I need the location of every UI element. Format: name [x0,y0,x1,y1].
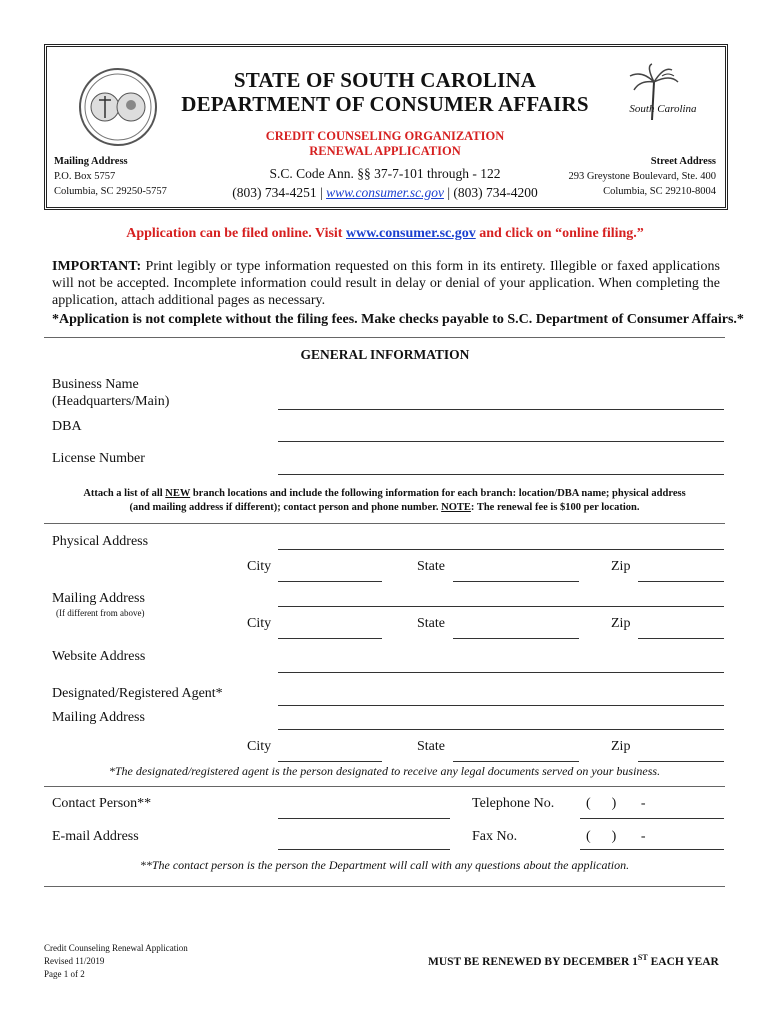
footer-line2: Revised 11/2019 [44,956,105,966]
dba-field[interactable] [278,441,724,442]
street-line1: 293 Greystone Boulevard, Ste. 400 [568,171,716,182]
fax-mask: ( ) - [586,829,646,844]
footer-info [44,942,188,981]
contact-note: **The contact person is the person the Department will call with any questions about the application. [139,858,630,872]
city-label: City [247,616,272,631]
fax-field[interactable] [580,849,724,850]
phone2: | (803) 734-4200 [443,185,538,200]
code-contact-block [180,164,590,202]
online-filing-link[interactable]: www.consumer.sc.gov [345,226,476,241]
branch-note-3: (and mailing address if different); contact person and phone number. [129,502,442,513]
license-field[interactable] [278,474,724,475]
state-label: State [417,739,445,754]
telephone-field[interactable] [580,818,724,819]
state-label: State [417,616,445,631]
branch-note-label: NOTE [441,502,471,513]
mailing-line2: Columbia, SC 29250-5757 [54,186,167,197]
website-label: Website Address [52,649,146,664]
online-prefix: Application can be filed online. Visit [126,226,346,241]
agent-zip-field[interactable] [638,761,724,762]
subtitle-line1: CREDIT COUNSELING ORGANIZATION [265,129,505,143]
if-different-label: (If different from above) [56,608,145,618]
branch-note-line1 [44,487,725,501]
renewal-deadline [428,953,719,968]
agent-mailing-label: Mailing Address [52,710,145,725]
fees-notice: *Application is not complete without the filing fees. Make checks payable to S.C. Department of Consumer Affairs.* [52,312,744,327]
agent-city-field[interactable] [278,761,382,762]
business-name-label: Business Name [52,377,139,392]
footer-line1: Credit Counseling Renewal Application [44,943,188,953]
zip-label: Zip [611,559,631,574]
statute-code: S.C. Code Ann. §§ 37-7-101 through - 122 [269,166,501,181]
footer-line3: Page 1 of 2 [44,969,85,979]
dba-label: DBA [52,419,82,434]
phone1: (803) 734-4251 | [232,185,327,200]
agent-mailing-field[interactable] [278,729,724,730]
branch-note [44,487,725,515]
online-notice [0,226,770,242]
mailing-city-field[interactable] [278,638,382,639]
subtitle-line2: RENEWAL APPLICATION [309,144,461,158]
agent-label: Designated/Registered Agent* [52,686,223,701]
branch-note-line2 [44,501,725,515]
zip-label: Zip [611,616,631,631]
online-suffix: and click on “online filing.” [475,226,644,241]
state-label: State [417,559,445,574]
hq-label: (Headquarters/Main) [52,394,170,409]
branch-note-2: branch locations and include the following information for each branch: location/DBA name; physical address [190,488,686,499]
telephone-mask: ( ) - [586,796,646,811]
website-field[interactable] [278,672,724,673]
divider [44,523,725,524]
telephone-label: Telephone No. [472,796,555,811]
city-label: City [247,559,272,574]
form-subtitle [180,129,590,159]
physical-city-field[interactable] [278,581,382,582]
email-field[interactable] [278,849,450,850]
title-line1: STATE OF SOUTH CAROLINA [233,68,537,92]
mailing-address-field[interactable] [278,606,724,607]
renew-suffix: EACH YEAR [647,955,719,968]
mailing-label: Mailing Address [54,156,128,167]
agent-state-field[interactable] [453,761,579,762]
zip-label: Zip [611,739,631,754]
city-label: City [247,739,272,754]
mailing-address-block [54,154,167,199]
important-text: Print legibly or type information requested on this form in its entirety. Illegible or faxed applications will not be accepted. Incomplete information could result in delay or denial of your application. When completing the application, attach additional pages as necessary. [52,259,720,308]
renew-sup: ST [637,953,648,962]
important-paragraph [52,258,720,309]
contact-field[interactable] [278,818,450,819]
divider [44,786,725,787]
street-line2: Columbia, SC 29210-8004 [603,186,716,197]
license-label: License Number [52,451,145,466]
contact-label: Contact Person** [52,796,152,811]
phone-line [180,183,590,202]
street-label: Street Address [650,156,716,167]
physical-address-label: Physical Address [52,534,149,549]
branch-note-4: : The renewal fee is $100 per location. [470,502,640,513]
fax-label: Fax No. [472,829,518,844]
mailing-state-field[interactable] [453,638,579,639]
branch-note-new: NEW [165,488,191,499]
mailing-zip-field[interactable] [638,638,724,639]
physical-address-field[interactable] [278,549,724,550]
agent-field[interactable] [278,705,724,706]
business-name-field[interactable] [278,409,724,410]
important-label: IMPORTANT: [52,259,142,274]
divider [44,886,725,887]
physical-zip-field[interactable] [638,581,724,582]
physical-state-field[interactable] [453,581,579,582]
branch-note-1: Attach a list of all [83,488,166,499]
email-label: E-mail Address [52,829,139,844]
title-line2: DEPARTMENT OF CONSUMER AFFAIRS [181,92,589,116]
divider [44,337,725,338]
header-website-link[interactable]: www.consumer.sc.gov [326,185,444,200]
renew-prefix: MUST BE RENEWED BY DECEMBER 1 [428,955,638,968]
mailing-address-label: Mailing Address [52,591,145,606]
mailing-line1: P.O. Box 5757 [54,171,116,182]
agent-note: *The designated/registered agent is the person designated to receive any legal documents served on your business. [108,764,661,778]
logo-text: South Carolina [629,103,697,115]
section-heading: GENERAL INFORMATION [300,347,470,362]
